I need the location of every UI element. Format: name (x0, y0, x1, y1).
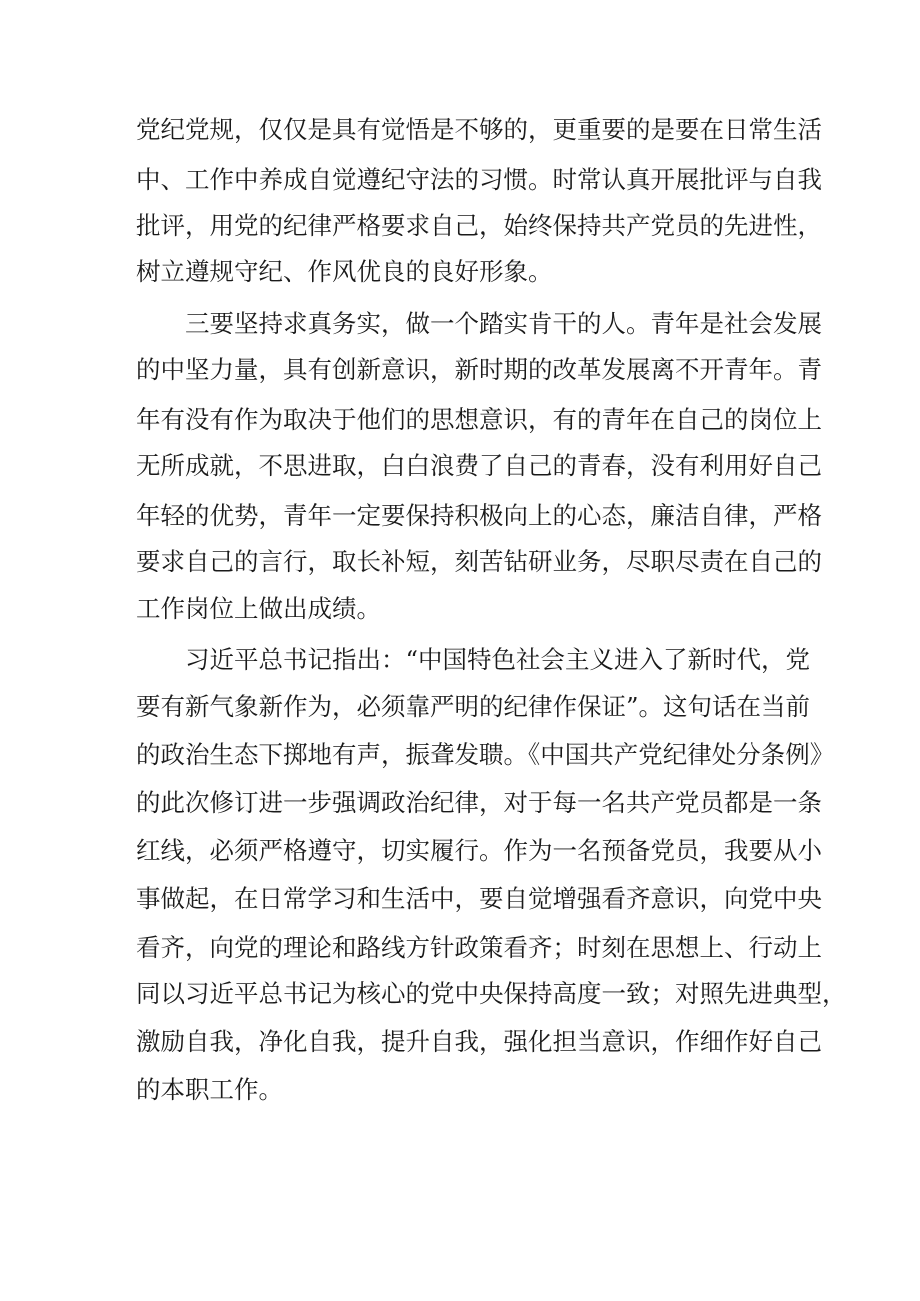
text-line: 的此次修订进一步强调政治纪律，对于每一名共产党员都是一条 (136, 788, 822, 817)
text-line: 的政治生态下掷地有声，振聋发聩。《中国共产党纪律处分条例》 (136, 740, 835, 769)
text-line: 党纪党规，仅仅是具有觉悟是不够的，更重要的是要在日常生活 (136, 115, 822, 144)
text-line: 树立遵规守纪、作风优良的良好形象。 (136, 257, 553, 286)
text-line: 激励自我，净化自我，提升自我，强化担当意识，作细作好自己 (136, 1027, 822, 1056)
text-line: 要求自己的言行，取长补短，刻苦钻研业务，尽职尽责在自己的 (136, 547, 822, 576)
text-line: 工作岗位上做出成绩。 (136, 594, 381, 623)
text-line: 红线，必须严格遵守，切实履行。作为一名预备党员，我要从小 (136, 836, 822, 865)
text-line: 年有没有作为取决于他们的思想意识，有的青年在自己的岗位上 (136, 405, 822, 434)
text-line: 批评，用党的纪律严格要求自己，始终保持共产党员的先进性， (136, 211, 822, 240)
text-line: 同以习近平总书记为核心的党中央保持高度一致；对照先进典型， (136, 979, 847, 1008)
text-line: 看齐，向党的理论和路线方针政策看齐；时刻在思想上、行动上 (136, 933, 822, 962)
paragraph-first-line: 三要坚持求真务实，做一个踏实肯干的人。青年是社会发展 (185, 309, 822, 338)
text-line: 的中坚力量，具有创新意识，新时期的改革发展离不开青年。青 (136, 355, 822, 384)
text-line: 无所成就，不思进取，白白浪费了自己的青春，没有利用好自己 (136, 451, 822, 480)
text-line: 中、工作中养成自觉遵纪守法的习惯。时常认真开展批评与自我 (136, 165, 822, 194)
paragraph-first-line: 习近平总书记指出：“中国特色社会主义进入了新时代，党 (185, 645, 811, 674)
text-line: 要有新气象新作为，必须靠严明的纪律作保证”。这句话在当前 (136, 692, 811, 721)
text-line: 年轻的优势，青年一定要保持积极向上的心态，廉洁自律，严格 (136, 501, 822, 530)
text-line: 的本职工作。 (136, 1075, 283, 1104)
text-line: 事做起，在日常学习和生活中，要自觉增强看齐意识，向党中央 (136, 884, 822, 913)
